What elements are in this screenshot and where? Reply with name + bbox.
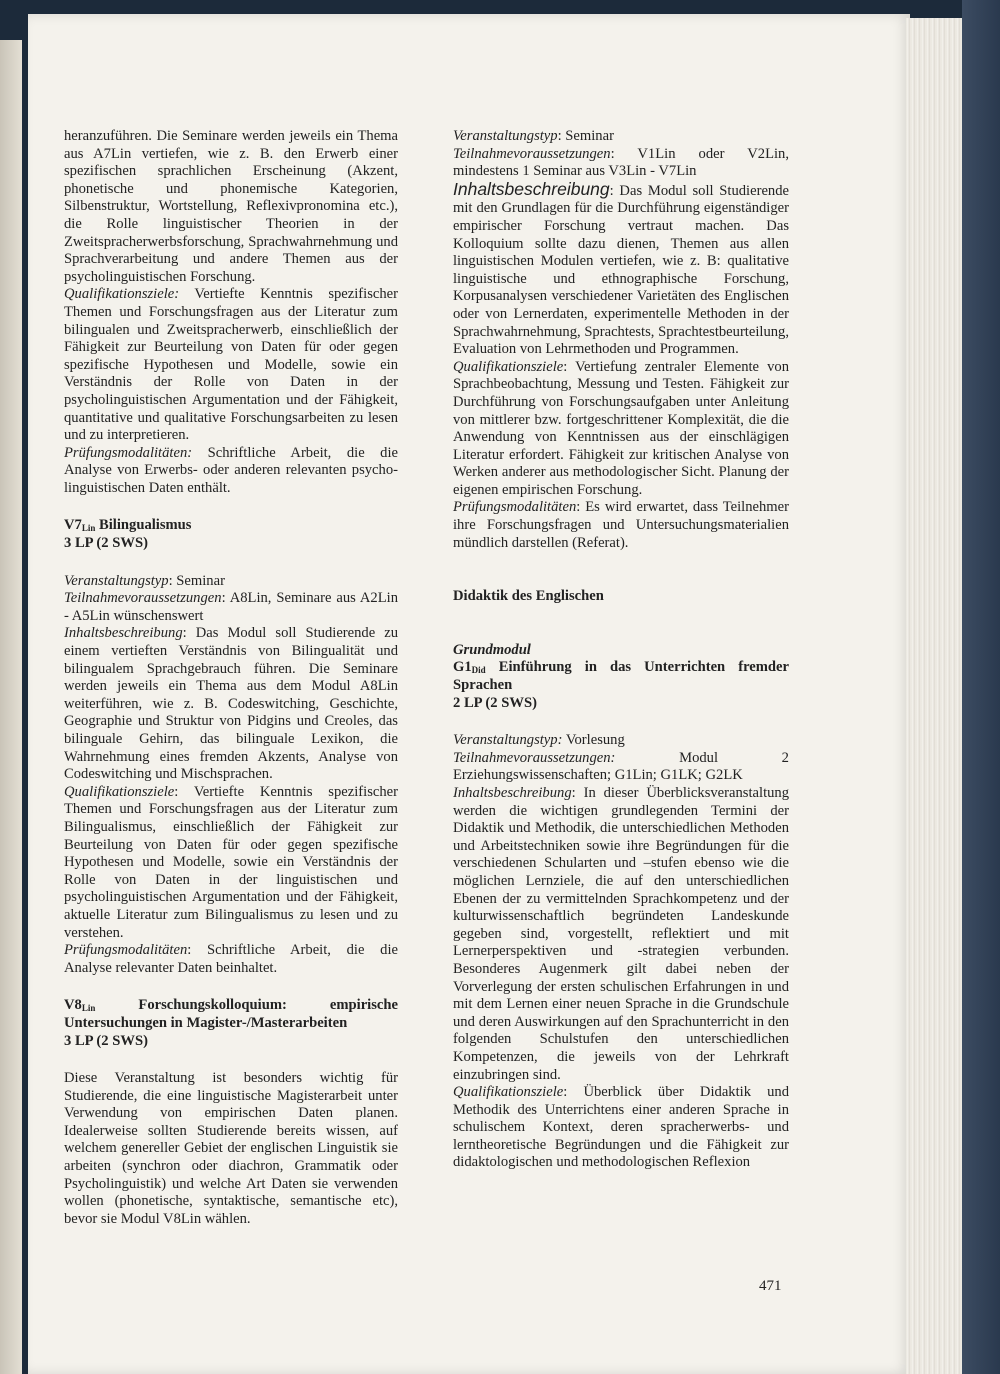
left-column	[64, 128, 398, 1228]
section-title: Didaktik des Englischen	[453, 588, 604, 605]
paragraph: Teilnahmevoraussetzungen: Modul 2 Erziehungswissenschaften; G1Lin; G1LK; G2LK	[453, 749, 789, 784]
paragraph: Qualifikationsziele: Vertiefte Kenntnis spezifischer Themen und Forschungsfragen aus der Literatur zum bilingualen und Zweitspracherwerb, einschließlich der Fähigkeit zur Beurteilung von Daten für oder gegen spezifische Hypothesen und Modelle, sowie ein Verständnis der Rolle von Daten in der psycholinguistischen Argumentation und der Fähigkeit, quantitative und qualitative Forschungsarbeiten zu lesen und zu interpretieren.	[64, 286, 399, 444]
module-credits: 3 LP (2 SWS)	[64, 1032, 148, 1049]
grundmodul-label: Grundmodul	[453, 641, 531, 658]
paragraph: Qualifikationsziele: Überblick über Didaktik und Methodik des Unterrichtens einer anderen Sprache in schulischem Kontext, deren spracherwerbs- und lerntheoretische Begründungen und die Fähigkeit zur didaktologischen und methodologischen Reflexion	[453, 1084, 790, 1171]
module-heading-v8: $V8_{Lin}$ Forschungskolloquium: empirische Untersuchungen in Magister-/Masterarbeiten	[64, 997, 398, 1031]
book-binding	[962, 0, 1000, 1374]
page-stack-edge	[906, 18, 964, 1374]
module-credits: 2 LP (2 SWS)	[453, 694, 537, 711]
paragraph: Inhaltsbeschreibung: Das Modul soll Studierende mit den Grundlagen für die Durchführung eigenständiger empirischer Forschung vertraut machen. Das Kolloquium sollte dazu dienen, Themen aus allen linguistischen Modulen vertiefen, wie z. B: qualitative linguistische und ethnographische Forschung, Korpusanalysen verschiedener Varietäten des Englischen oder von Lernerdaten, experimentelle Methoden in der Sprachwahrnehmung, Sprachtests, Sprachtestbeurteilung, Evaluation von Lehrmethoden und Programmen.	[453, 178, 789, 358]
paragraph: Inhaltsbeschreibung: Das Modul soll Studierende zu einem vertieften Verständnis von Bilingualität und bilingualem Sprachgebrauch führen. Die Seminare werden jeweils ein Thema aus dem Modul A8Lin weiterführen, wie z. B. Codeswitching, Geschichte, Geographie und Struktur von Pidgins und Creoles, das bilinguale Gehirn, das bilinguale Lexikon, die Wahrnehmung eines fremden Akzents, Analyse von Codeswitching und Mischsprachen.	[64, 625, 399, 783]
module-credits: 3 LP (2 SWS)	[64, 535, 148, 552]
paragraph: Veranstaltungstyp: Seminar	[64, 572, 225, 589]
paragraph: Teilnahmevoraussetzungen: V1Lin oder V2Lin, mindestens 1 Seminar aus V3Lin - V7Lin	[453, 145, 789, 180]
paragraph: heranzuführen. Die Seminare werden jeweils ein Thema aus A7Lin vertiefen, wie z. B. den Erwerb einer spezifischen sprachlichen Erscheinung (Akzent, phonetische und phonemische Kategorien, Silbenstruktur, Wortstellung, Reflexivpronomina etc.), die Rolle linguistischer Theorien in der Zweitspracherwerbsforschung, Sprachwahrnehmung und Sprachverarbeitung und andere Themen aus der psycholinguistischen Forschung.	[64, 128, 398, 285]
paragraph: Teilnahmevoraussetzungen: A8Lin, Seminare aus A2Lin - A5Lin wünschenswert	[64, 590, 398, 624]
right-column	[453, 128, 789, 1172]
module-heading-g1: $G1_{Did}$ Einführung in das Unterrichten fremder Sprachen	[453, 659, 789, 694]
paragraph: Veranstaltungstyp: Vorlesung	[453, 732, 625, 749]
paragraph: Inhaltsbeschreibung: In dieser Überblicksveranstaltung werden die wichtigen grundlegenden Termini der Didaktik und Methodik, die unterschiedlichen Methoden und Arbeitstechniken sowie ihre Begründungen für die verschiedenen Schularten und –stufen ebenso wie die möglichen Lernziele, die auf den unterschiedlichen Ebenen der zu vermittelnden Sprachkompetenz und der kulturwissenschaftlich begründeten Landeskunde gegeben sind, vorgestellt, reflektiert und mit Lernerperspektiven und -strategien verbunden. Besonderes Augenmerk gilt dabei neben der Vorverlegung der ersten schulischen Erfahrungen in und mit dem Lernen einer neuen Sprache in die Grundschule und deren Auswirkungen auf den Sprachunterricht in den folgenden Schulstufen den unterschiedlichen Kompetenzen, die jeweils von der Lehrkraft einzubringen sind.	[453, 785, 790, 1083]
module-heading-v7: $V7_{Lin}$ Bilingualismus	[64, 517, 192, 534]
paragraph: Qualifikationsziele: Vertiefung zentraler Elemente von Sprachbeobachtung, Messung und Testen. Fähigkeit zur Durchführung von Forschungsaufgaben unter Anleitung von mittlerer bzw. fortgeschrittener Komplexität, die die Anwendung von Kenntnissen aus der einschlägigen Literatur erfordert. Fähigkeit zur kritischen Analyse von Werken anderer aus methodologischer Sicht. Planung der eigenen empirischen Forschung.	[453, 358, 789, 498]
paragraph: Prüfungsmodalitäten: Es wird erwartet, dass Teilnehmer ihre Forschungsfragen und Untersuchungsmaterialien mündlich darstellen (Referat).	[453, 499, 790, 551]
paragraph: Qualifikationsziele: Vertiefte Kenntnis spezifischer Themen und Forschungsfragen aus der Literatur zum Bilingualismus, einschließlich der Fähigkeit zur Beurteilung von Daten für oder gegen spezifische Hypothesen und Modelle, sowie ein Verständnis der Rolle von Daten in der linguistischen und psycholinguistischen Argumentation und der Fähigkeit, aktuelle Literatur zum Bilingualismus zu lesen und zu verstehen.	[64, 783, 398, 941]
page-number: 471	[759, 1278, 782, 1294]
previous-page-edge	[0, 40, 22, 1374]
paragraph: Veranstaltungstyp: Seminar	[453, 128, 614, 144]
paragraph: Prüfungsmodalitäten: Schriftliche Arbeit, die die Analyse von Erwerbs- oder anderen relevanten psycho-linguistischen Daten enthält.	[64, 444, 399, 496]
paragraph: Prüfungsmodalitäten: Schriftliche Arbeit, die die Analyse relevanter Daten beinhaltet.	[64, 942, 399, 976]
paragraph: Diese Veranstaltung ist besonders wichtig für Studierende, die eine linguistische Magisterarbeit unter Verwendung von empirischen Daten planen. Idealerweise sollten Studierende bereits wissen, auf welchem genereller Gebiet der englischen Linguistik sie arbeiten (synchron oder diachron, Grammatik oder Psycholinguistik) und welche Art Daten sie verwenden wollen (phonetische, syntaktische, semantische etc), bevor sie Modul V8Lin wählen.	[64, 1070, 398, 1227]
